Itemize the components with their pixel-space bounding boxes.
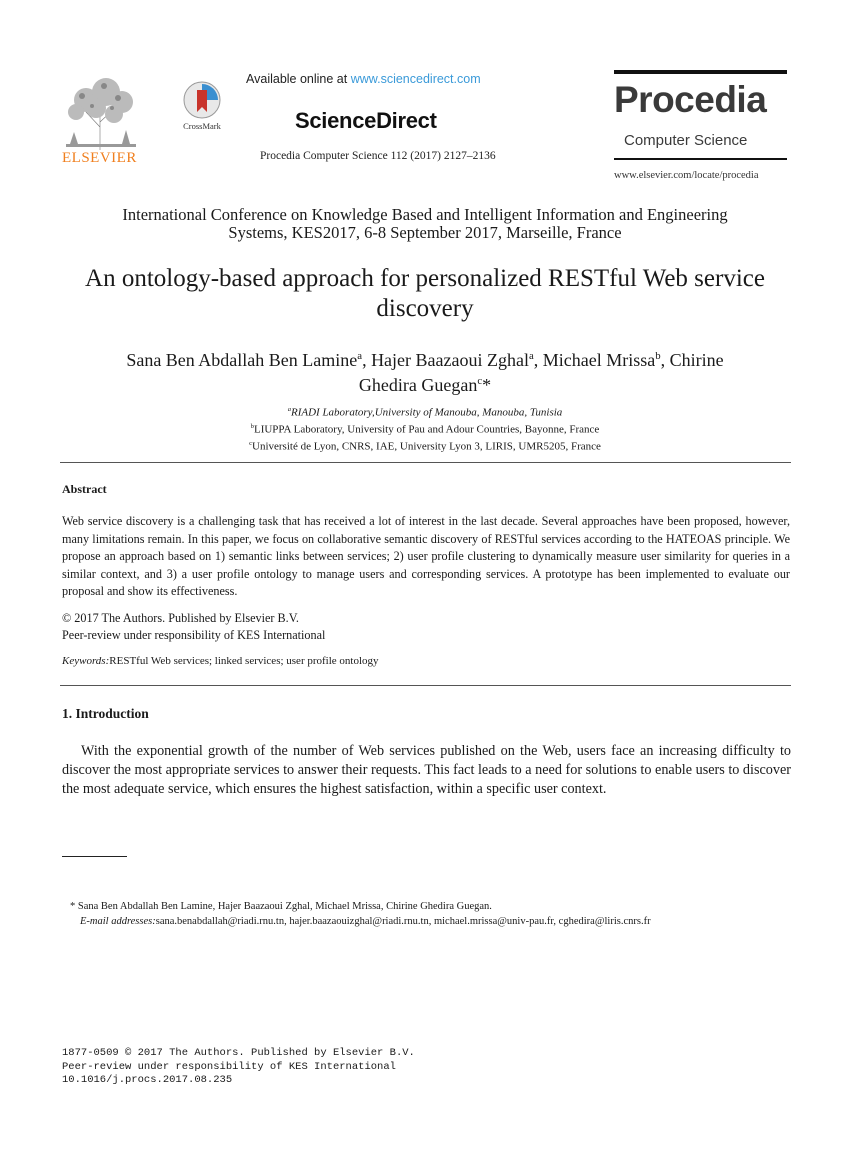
journal-reference: Procedia Computer Science 112 (2017) 2127–2136 — [260, 150, 496, 162]
affiliation-mark: b — [250, 423, 254, 431]
issn-line: 1877-0509 © 2017 The Authors. Published by Elsevier B.V. — [62, 1047, 415, 1059]
author-list — [60, 346, 790, 396]
abstract-heading: Abstract — [62, 482, 107, 496]
divider — [60, 685, 791, 686]
procedia-bottom-rule — [614, 158, 787, 160]
footnote-names: Sana Ben Abdallah Ben Lamine, Hajer Baazaoui Zghal, Michael Mrissa, Chirine Ghedira Guegan. — [75, 901, 492, 912]
title-line-1: An ontology-based approach for personalized RESTful Web service — [85, 265, 765, 292]
conference-line-1: International Conference on Knowledge Based and Intelligent Information and Engineering — [122, 205, 728, 224]
doi-line[interactable]: 10.1016/j.procs.2017.08.235 — [62, 1074, 233, 1086]
procedia-logo-title: Procedia — [614, 79, 767, 120]
footnote — [70, 899, 651, 929]
crossmark-label: CrossMark — [183, 121, 221, 131]
corresponding-author-mark: * — [482, 375, 492, 395]
title-line-2: discovery — [376, 295, 474, 322]
sciencedirect-link[interactable]: www.sciencedirect.com — [350, 72, 481, 86]
copyright-block — [62, 610, 325, 644]
peer-review-line: Peer-review under responsibility of KES International — [62, 628, 326, 642]
affiliation-text: LIUPPA Laboratory, University of Pau and Adour Countries, Bayonne, France — [253, 423, 600, 436]
divider — [60, 462, 791, 463]
procedia-logo-subtitle: Computer Science — [624, 132, 748, 149]
email-addresses[interactable]: sana.benabdallah@riadi.rnu.tn, hajer.baazaouizghal@riadi.rnu.tn, michael.mrissa@univ-pau.fr, cghedira@liris.cnrs.fr — [155, 916, 651, 927]
keywords-label: Keywords: — [62, 655, 110, 667]
elsevier-wordmark: ELSEVIER — [62, 150, 137, 166]
affiliation-mark: a — [357, 350, 363, 362]
available-prefix: Available online at — [246, 72, 351, 86]
crossmark-icon — [176, 80, 228, 120]
affiliation-mark: a — [287, 406, 291, 413]
affiliation-mark: c — [477, 375, 483, 387]
issn-peer-review: Peer-review under responsibility of KES International — [62, 1060, 396, 1073]
introduction-paragraph: With the exponential growth of the number of Web services published on the Web, users face an increasing difficulty to discover the most appropriate services to answer their requests. This fact leads to a need for solutions to enable users to discover the most adequate service, which ensures the highest satisfaction, within a specific user context. — [62, 743, 791, 797]
keywords-line — [62, 655, 379, 667]
footnote-rule — [62, 856, 127, 857]
sciencedirect-logo: ScienceDirect — [295, 108, 437, 133]
abstract-body: Web service discovery is a challenging task that has received a lot of interest in the last decade. Several approaches have been proposed, however, many limitations remain. In this paper, we focus on collaborative semantic discovery of RESTful services according to the HATEOAS principle. We propose an approach based on 1) semantic links between services; 2) user profile clustering to dynamically measure user similarity for queries in a similar context, and 3) a user profile ontology to manage users and corresponding services. A prototype has been implemented to evaluate our proposal and show its effectiveness. — [62, 514, 790, 598]
affiliations — [60, 403, 790, 454]
affiliation-b — [60, 420, 790, 437]
affiliation-mark: a — [528, 350, 534, 362]
email-label: E-mail addresses: — [80, 916, 156, 927]
issn-block — [62, 1047, 415, 1088]
available-online-line — [246, 72, 481, 86]
author-first-name: Chirine — [669, 350, 724, 370]
section-heading-introduction: 1. Introduction — [62, 706, 149, 721]
footnote-mark: * — [70, 901, 76, 912]
author-name: Michael Mrissa — [542, 350, 656, 370]
affiliation-mark: b — [655, 350, 661, 362]
procedia-top-rule — [614, 70, 787, 74]
author-name: Hajer Baazaoui Zghal — [371, 350, 529, 370]
affiliation-c — [60, 437, 790, 454]
copyright-line: © 2017 The Authors. Published by Elsevier B.V. — [62, 611, 299, 625]
footnote-emails — [70, 914, 651, 929]
tree-icon — [56, 72, 146, 152]
author-name: Sana Ben Abdallah Ben Lamine — [126, 350, 358, 370]
conference-name — [60, 206, 790, 242]
conference-line-2: Systems, KES2017, 6-8 September 2017, Marseille, France — [228, 223, 622, 242]
footnote-authors — [70, 899, 651, 914]
affiliation-a — [60, 403, 790, 420]
journal-url[interactable]: www.elsevier.com/locate/procedia — [614, 170, 759, 181]
authors-line-1: Sana Ben Abdallah Ben Lamine$^a$, Hajer Baazaoui Zghal$^a$, Michael Mrissa$^b$, Chirine — [126, 350, 724, 370]
paper-title — [40, 264, 810, 324]
affiliation-mark: c — [249, 440, 252, 448]
author-last-name: Ghedira Guegan — [358, 375, 478, 395]
authors-line-2 — [60, 371, 790, 396]
keywords-text: RESTful Web services; linked services; user profile ontology — [109, 655, 379, 667]
affiliation-text: Université de Lyon, CNRS, IAE, University Lyon 3, LIRIS, UMR5205, France — [252, 440, 601, 453]
affiliation-text: RIADI Laboratory,University of Manouba, Manouba, Tunisia — [290, 406, 563, 419]
